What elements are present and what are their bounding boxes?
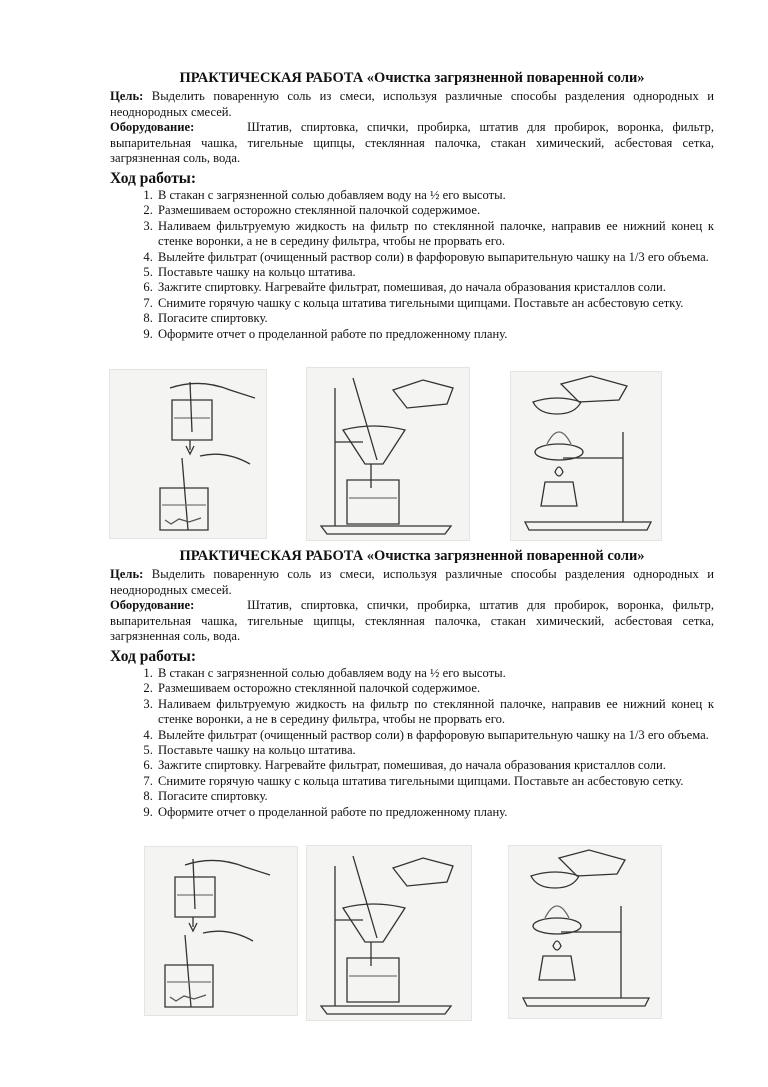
step-item: 3. Наливаем фильтруемую жидкость на фильтр по стеклянной палочке, направив ее нижний конец к стенке воронки, а не в середину фильтра, чтобы не прорвать его. (156, 697, 714, 728)
goal-paragraph (110, 567, 714, 598)
procedure-steps (110, 666, 714, 820)
page-title: ПРАКТИЧЕСКАЯ РАБОТА «Очистка загрязненной поваренной соли» (179, 70, 645, 86)
procedure-heading: Ход работы: (110, 647, 197, 665)
equipment-text: Штатив, спиртовка, спички, пробирка, штатив для пробирок, воронка, фильтр, выпарительная чашка, тигельные щипцы, стеклянная палочка, стакан химический, асбестовая сетка, загрязненная соль, вода. (110, 120, 714, 166)
step-item: 6. Зажгите спиртовку. Нагревайте фильтрат, помешивая, до начала образования кристаллов соли. (156, 758, 714, 773)
equipment-label: Оборудование: (110, 120, 195, 135)
figure-evaporation (508, 845, 662, 1019)
figure-evaporation (510, 371, 662, 541)
procedure-steps (110, 188, 714, 342)
goal-label: Цель: (110, 567, 144, 581)
step-item: 7. Снимите горячую чашку с кольца штатива тигельными щипцами. Поставьте ан асбестовую сетку. (156, 774, 714, 789)
step-item: 1. В стакан с загрязненной солью добавляем воду на ½ его высоты. (156, 188, 714, 203)
step-item: 9. Оформите отчет о проделанной работе по предложенному плану. (156, 805, 714, 820)
lab-work-section-1 (110, 70, 714, 342)
procedure-heading: Ход работы: (110, 169, 197, 187)
step-item: 3. Наливаем фильтруемую жидкость на фильтр по стеклянной палочке, направив ее нижний конец к стенке воронки, а не в середину фильтра, чтобы не прорвать его. (156, 219, 714, 250)
figure-dissolving-stirring (109, 369, 267, 539)
figure-filtration (306, 845, 472, 1021)
filtration-illustration (307, 846, 471, 1020)
figure-filtration (306, 367, 470, 541)
goal-paragraph (110, 89, 714, 120)
step-item: 6. Зажгите спиртовку. Нагревайте фильтрат, помешивая, до начала образования кристаллов соли. (156, 280, 714, 295)
filtration-illustration (307, 368, 469, 540)
step-item: 9. Оформите отчет о проделанной работе по предложенному плану. (156, 327, 714, 342)
step-item: 8. Погасите спиртовку. (156, 789, 714, 804)
goal-label: Цель: (110, 89, 144, 103)
step-item: 8. Погасите спиртовку. (156, 311, 714, 326)
page-title: ПРАКТИЧЕСКАЯ РАБОТА «Очистка загрязненной поваренной соли» (179, 548, 645, 564)
step-item: 2. Размешиваем осторожно стеклянной палочкой содержимое. (156, 203, 714, 218)
goal-text: Выделить поваренную соль из смеси, используя различные способы разделения однородных и неоднородных смесей. (110, 567, 714, 597)
goal-text: Выделить поваренную соль из смеси, используя различные способы разделения однородных и неоднородных смесей. (110, 89, 714, 119)
evaporation-illustration (509, 846, 661, 1018)
equipment-paragraph (110, 120, 714, 167)
evaporation-illustration (511, 372, 661, 540)
step-item: 2. Размешиваем осторожно стеклянной палочкой содержимое. (156, 681, 714, 696)
equipment-paragraph (110, 598, 714, 645)
equipment-label: Оборудование: (110, 598, 195, 613)
figure-dissolving-stirring (144, 846, 298, 1016)
step-item: 4. Вылейте фильтрат (очищенный раствор соли) в фарфоровую выпарительную чашку на 1/3 его объема. (156, 250, 714, 265)
lab-work-section-2 (110, 548, 714, 820)
step-item: 5. Поставьте чашку на кольцо штатива. (156, 265, 714, 280)
step-item: 1. В стакан с загрязненной солью добавляем воду на ½ его высоты. (156, 666, 714, 681)
dissolving-stirring-illustration (110, 370, 266, 538)
equipment-text: Штатив, спиртовка, спички, пробирка, штатив для пробирок, воронка, фильтр, выпарительная чашка, тигельные щипцы, стеклянная палочка, стакан химический, асбестовая сетка, загрязненная соль, вода. (110, 598, 714, 644)
step-item: 4. Вылейте фильтрат (очищенный раствор соли) в фарфоровую выпарительную чашку на 1/3 его объема. (156, 728, 714, 743)
dissolving-stirring-illustration (145, 847, 297, 1015)
step-item: 5. Поставьте чашку на кольцо штатива. (156, 743, 714, 758)
step-item: 7. Снимите горячую чашку с кольца штатива тигельными щипцами. Поставьте ан асбестовую сетку. (156, 296, 714, 311)
